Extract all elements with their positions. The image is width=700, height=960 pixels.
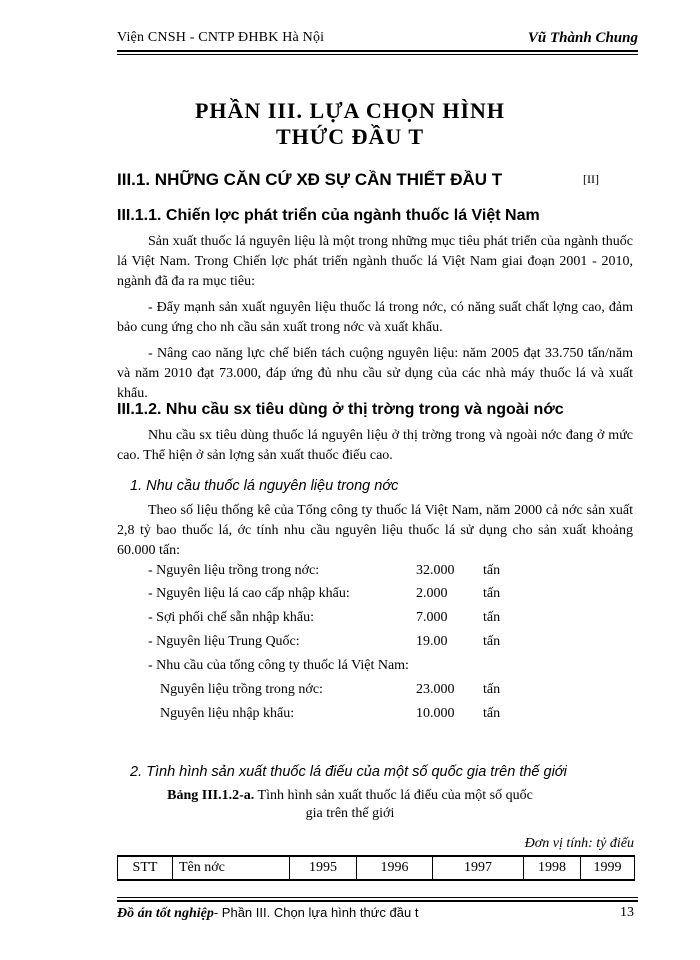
- list-unit: tấn: [483, 586, 501, 601]
- item-1-title: 1. Nhu cầu thuốc lá nguyên liệu trong nớc: [130, 478, 399, 494]
- table-caption-label: Bảng III.1.2-a.: [167, 788, 255, 803]
- subsection-heading-2: III.1.2. Nhu cầu sx tiêu dùng ở thị trờng trong và ngoài nớc: [117, 401, 564, 418]
- subsection-heading-1: III.1.1. Chiến lợc phát triển của ngành thuốc lá Việt Nam: [117, 207, 540, 224]
- table-caption: [0, 788, 700, 804]
- list-label: Nguyên liệu trồng trong nớc:: [160, 682, 323, 697]
- paragraph: - Đẩy mạnh sản xuất nguyên liệu thuốc lá trong nớc, có năng suất chất lợng cao, đảm bảo cung ứng cho nh cầu sản xuất trong nớc và xuất khẩu.: [117, 300, 633, 335]
- list-value: 7.000: [416, 610, 448, 625]
- header-author: Vũ Thành Chung: [527, 30, 638, 46]
- section-reference: [II]: [583, 172, 599, 186]
- footer-title: [117, 905, 418, 922]
- list-value: 32.000: [416, 563, 455, 578]
- page-number: 13: [620, 905, 634, 920]
- subsection-2-body: [117, 426, 633, 472]
- list-label: - Nguyên liệu Trung Quốc:: [148, 634, 300, 649]
- item-1-body: [117, 501, 633, 567]
- table-header-cell: 1996: [357, 856, 433, 880]
- section-heading: III.1. NHỮNG CĂN CỨ XĐ SỰ CẦN THIẾT ĐẦU T: [117, 170, 503, 189]
- chapter-title-line2: THỨC ĐẦU T: [275, 124, 425, 149]
- paragraph: Sản xuất thuốc lá nguyên liệu là một trong những mục tiêu phát triển của ngành thuốc lá Việt Nam. Trong Chiến lợc phát triển ngành thuốc lá Việt Nam giai đoạn 2001 - 2010, ngành đã đa ra mục tiêu:: [117, 234, 633, 289]
- list-label: - Nguyên liệu trồng trong nớc:: [148, 563, 320, 578]
- table-header-cell: 1999: [581, 856, 635, 880]
- list-label: - Nguyên liệu lá cao cấp nhập khẩu:: [148, 586, 350, 601]
- list-unit: tấn: [483, 682, 501, 697]
- paragraph: Nhu cầu sx tiêu dùng thuốc lá nguyên liệu ở thị trờng trong và ngoài nớc đang ở mức cao. Thể hiện ở sản lợng sản xuất thuốc điếu cao.: [117, 428, 633, 463]
- item-2-title: 2. Tình hình sản xuất thuốc lá điếu của một số quốc gia trên thế giới: [130, 764, 567, 780]
- subsection-1-body: [117, 232, 633, 410]
- list-value: 19.00: [416, 634, 448, 649]
- footer-rule-thin: [117, 897, 638, 898]
- table-caption-line2: gia trên thế giới: [305, 806, 395, 821]
- list-label: - Sợi phối chế sẵn nhập khẩu:: [148, 610, 315, 625]
- list-value: 2.000: [416, 586, 448, 601]
- table-caption-text: Tình hình sản xuất thuốc lá điếu của một số quốc: [254, 788, 533, 803]
- table-header-cell: 1995: [290, 856, 357, 880]
- list-label: Nguyên liệu nhập khẩu:: [160, 706, 295, 721]
- table-header-cell: Tên nớc: [173, 856, 290, 880]
- paragraph: Theo số liệu thống kê của Tổng công ty thuốc lá Việt Nam, năm 2000 cả nớc sản xuất 2,8 tỷ bao thuốc lá, ớc tính nhu cầu nguyên liệu thuốc lá sử dụng cho sản xuất khoảng 60.000 tấn:: [117, 503, 633, 558]
- header-institute: Viện CNSH - CNTP ĐHBK Hà Nội: [117, 30, 325, 45]
- footer-chapter: - Phần III. Chọn lựa hình thức đầu t: [213, 905, 419, 920]
- footer-rule: [117, 900, 638, 902]
- table-header-cell: STT: [118, 856, 173, 880]
- list-value: 10.000: [416, 706, 455, 721]
- list-unit: tấn: [483, 706, 501, 721]
- table-header-cell: 1997: [433, 856, 524, 880]
- list-label: - Nhu cầu của tổng công ty thuốc lá Việt Nam:: [148, 658, 409, 673]
- table-header-row: [118, 856, 635, 880]
- list-unit: tấn: [483, 634, 501, 649]
- footer-italic: Đồ án tốt nghiệp: [117, 906, 214, 921]
- list-value: 23.000: [416, 682, 455, 697]
- list-unit: tấn: [483, 610, 501, 625]
- list-unit: tấn: [483, 563, 501, 578]
- table-unit-note: Đơn vị tính: tỷ điếu: [524, 836, 634, 851]
- production-table: [117, 855, 635, 881]
- header-rule-thin: [117, 54, 638, 55]
- paragraph: - Nâng cao năng lực chế biến tách cuộng nguyên liệu: năm 2005 đạt 33.750 tấn/năm và năm 2010 đạt 73.000, đáp ứng đủ nhu cầu sử dụng của các nhà máy thuốc lá và xuất khẩu.: [117, 346, 633, 401]
- header-rule: [117, 50, 638, 52]
- chapter-title-line1: PHẦN III. LỰA CHỌN HÌNH: [194, 98, 506, 123]
- table-header-cell: 1998: [524, 856, 581, 880]
